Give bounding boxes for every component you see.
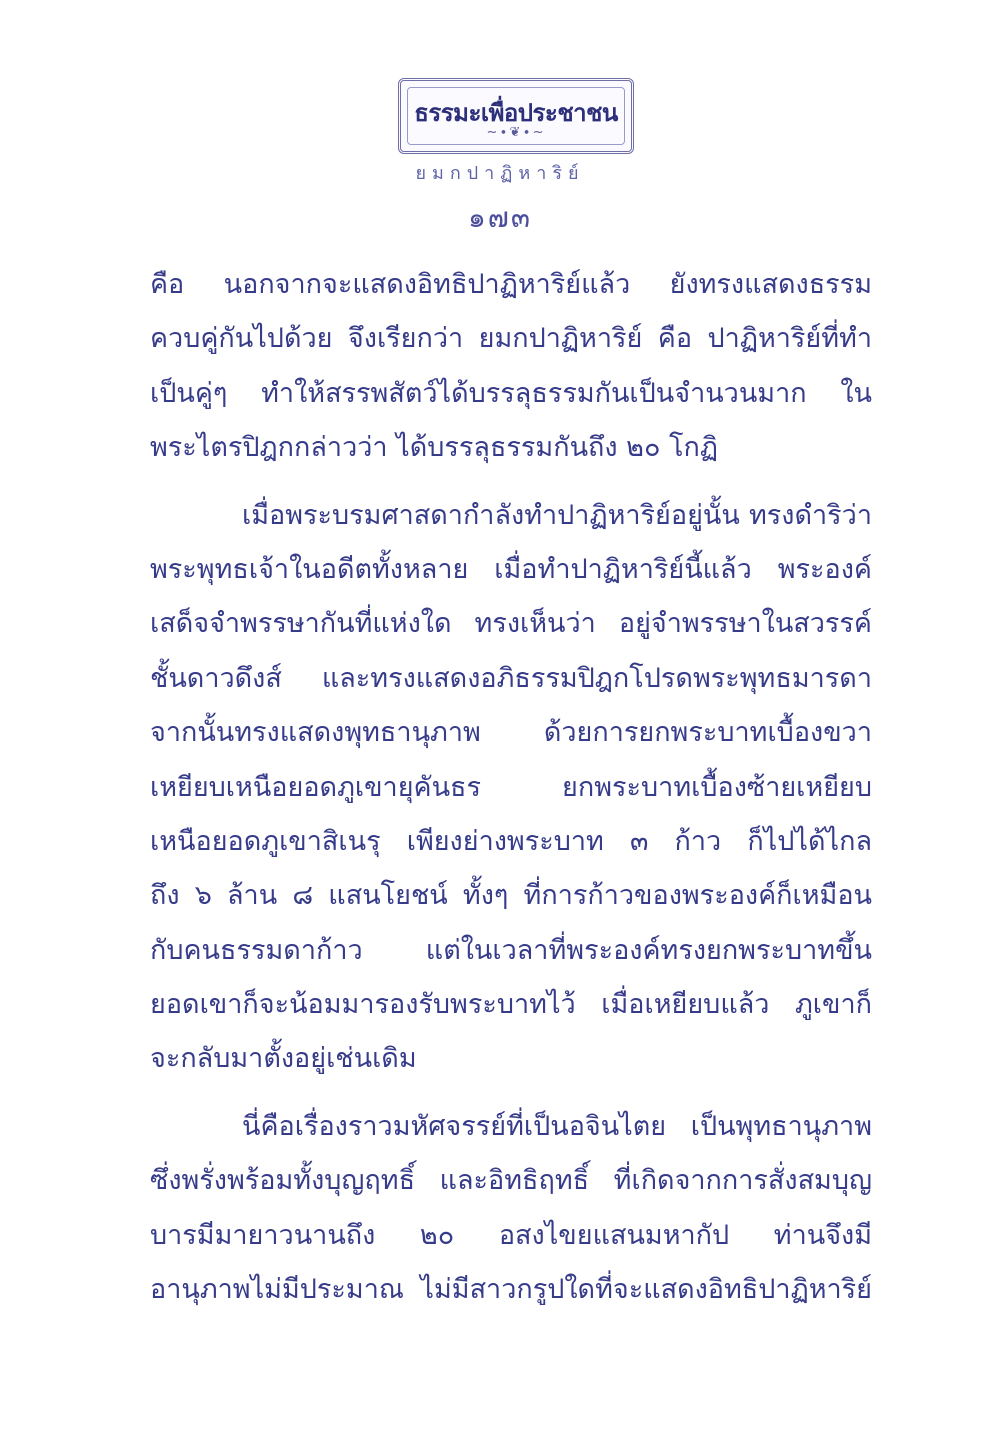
text-line: พระไตรปิฎกกล่าวว่า ได้บรรลุธรรมกันถึง ๒๐ โกฏิ [150,432,718,464]
page-number: ๑๗๓ [468,201,532,234]
paragraph-1 [150,258,872,476]
text-line: อานุภาพไม่มีประมาณ ไม่มีสาวกรูปใดที่จะแสดงอิทธิปาฏิหาริย์ [150,1274,872,1306]
text-line: จากนั้นทรงแสดงพุทธานุภาพ ด้วยการยกพระบาทเบื้องขวา [150,717,872,749]
logo-text: ธรรมะเพื่อประชาชน [414,99,618,127]
text-line: เหนือยอดภูเขาสิเนรุ เพียงย่างพระบาท ๓ ก้าว ก็ไปได้ไกล [150,825,872,857]
text-line: ซึ่งพรั่งพร้อมทั้งบุญฤทธิ์ และอิทธิฤทธิ์ ที่เกิดจากการสั่งสมบุญ [150,1165,872,1197]
text-line: เสด็จจำพรรษากันที่แห่งใด ทรงเห็นว่า อยู่จำพรรษาในสวรรค์ [150,608,872,640]
body-text [150,258,872,1317]
text-line: เมื่อพระบรมศาสดากำลังทำปาฏิหาริย์อยู่นั้น ทรงดำริว่า [242,499,872,531]
text-line: เหยียบเหนือยอดภูเขายุคันธร ยกพระบาทเบื้องซ้ายเหยียบ [150,771,872,803]
paragraph-2 [150,489,872,1087]
text-line: นี่คือเรื่องราวมหัศจรรย์ที่เป็นอจินไตย เป็นพุทธานุภาพ [242,1110,872,1142]
text-line: ยอดเขาก็จะน้อมมารองรับพระบาทไว้ เมื่อเหยียบแล้ว ภูเขาก็ [150,989,872,1021]
text-line: บารมีมายาวนานถึง ๒๐ อสงไขยแสนมหากัป ท่านจึงมี [150,1219,872,1251]
text-line: กับคนธรรมดาก้าว แต่ในเวลาที่พระองค์ทรงยกพระบาทขึ้น [150,934,872,966]
logo-plaque [398,78,634,154]
text-line: คือ นอกจากจะแสดงอิทธิปาฏิหาริย์แล้ว ยังทรงแสดงธรรม [150,269,872,300]
text-line: ชั้นดาวดึงส์ และทรงแสดงอภิธรรมปิฎกโปรดพระพุทธมารดา [150,662,872,694]
paragraph-3 [150,1100,872,1318]
text-line: ถึง ๖ ล้าน ๘ แสนโยชน์ ทั้งๆ ที่การก้าวของพระองค์ก็เหมือน [150,880,872,912]
text-line: ควบคู่กันไปด้วย จึงเรียกว่า ยมกปาฏิหาริย์ คือ ปาฏิหาริย์ที่ทำ [150,323,872,355]
text-line: พระพุทธเจ้าในอดีตทั้งหลาย เมื่อทำปาฏิหาริย์นี้แล้ว พระองค์ [150,553,872,585]
text-line: เป็นคู่ๆ ทำให้สรรพสัตว์ได้บรรลุธรรมกันเป็นจำนวนมาก ใน [150,377,872,409]
text-line: จะกลับมาตั้งอยู่เช่นเดิม [150,1043,417,1075]
chapter-title: ยมกปาฏิหาริย์ [415,163,585,184]
logo-ornament: ~∙❦∙~ [486,125,546,140]
